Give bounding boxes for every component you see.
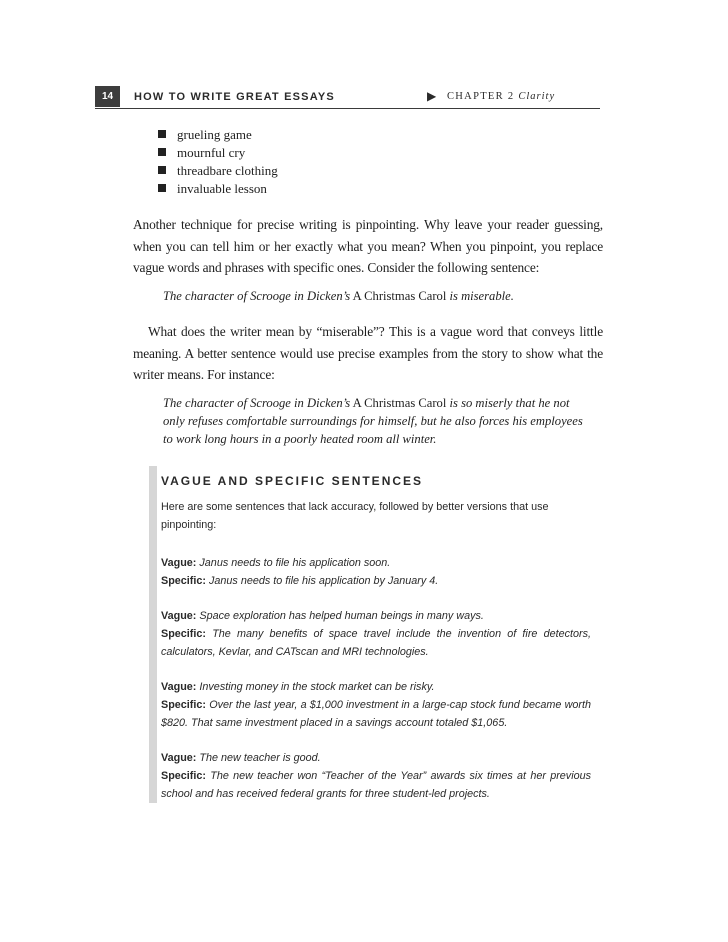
book-title-reference: A Christmas Carol — [352, 396, 447, 410]
sidebar-heading: VAGUE AND SPECIFIC SENTENCES — [161, 474, 424, 488]
quote-text: is so miserly that he not only refuses comfortable surroundings for himself, but he also forces his employees to work long hours in a poorly heated room all winter. — [163, 396, 583, 446]
book-title-reference: A Christmas Carol — [352, 289, 447, 303]
specific-text: Over the last year, a $1,000 investment in a large-cap stock fund became worth $820. That same investment placed in a savings account totaled $1,065. — [161, 699, 592, 729]
bullet-text: mournful cry — [177, 145, 246, 160]
book-title: HOW TO WRITE GREAT ESSAYS — [134, 91, 335, 103]
chapter-heading — [447, 91, 555, 102]
list-item — [158, 126, 278, 144]
example-pair — [161, 554, 591, 590]
body-paragraph-pinpointing: Another technique for precise writing is pinpointing. Why leave your reader guessing, when you can tell him or her exactly what you mean? When you pinpoint, you replace vague words and phrases with specific ones. Consider the following sentence: — [133, 217, 603, 275]
specific-label: Specific: — [161, 699, 207, 711]
running-header — [95, 86, 600, 109]
vague-sentence — [161, 607, 591, 625]
chapter-name: Clarity — [518, 91, 556, 102]
specific-text: Janus needs to file his application by January 4. — [209, 575, 439, 587]
square-bullet-icon — [158, 148, 166, 156]
vague-sentence — [161, 678, 591, 696]
vague-label: Vague: — [161, 752, 197, 764]
bullet-text: grueling game — [177, 127, 252, 142]
list-item — [158, 144, 278, 162]
vague-text: Janus needs to file his application soon. — [199, 557, 391, 569]
quote-text: is miserable. — [449, 289, 514, 303]
example-pair — [161, 607, 591, 661]
vague-sentence — [161, 554, 591, 572]
specific-sentence — [161, 767, 591, 803]
specific-sentence — [161, 572, 591, 590]
specific-label: Specific: — [161, 628, 207, 640]
example-sentence-precise — [163, 394, 583, 448]
specific-label: Specific: — [161, 770, 207, 782]
list-item — [158, 162, 278, 180]
specific-text: The new teacher won “Teacher of the Year” awards six times at her previous school and has received federal grants for three student-led projects. — [161, 770, 591, 800]
square-bullet-icon — [158, 166, 166, 174]
list-item — [158, 180, 278, 198]
specific-text: The many benefits of space travel include the invention of fire detectors, calculators, Kevlar, and CATscan and MRI technologies. — [161, 628, 592, 658]
example-pair — [161, 678, 591, 732]
vague-text: The new teacher is good. — [199, 752, 321, 764]
body-paragraph-miserable: What does the writer mean by “miserable”? This is a vague word that conveys little meaning. A better sentence would use precise examples from the story to show what the writer means. For instance: — [133, 324, 603, 382]
chapter-label: CHAPTER 2 — [447, 91, 515, 102]
arrow-icon: ▶ — [427, 89, 437, 103]
vague-sentence — [161, 749, 591, 767]
vague-label: Vague: — [161, 681, 197, 693]
example-pair — [161, 749, 591, 803]
vague-text: Space exploration has helped human beings in many ways. — [199, 610, 484, 622]
vague-label: Vague: — [161, 610, 197, 622]
quote-text: The character of Scrooge in Dicken’s — [163, 396, 351, 410]
sidebar-intro: Here are some sentences that lack accuracy, followed by better versions that use pinpointing: — [161, 501, 549, 531]
square-bullet-icon — [158, 184, 166, 192]
specific-sentence — [161, 696, 591, 732]
vague-text: Investing money in the stock market can be risky. — [199, 681, 435, 693]
square-bullet-icon — [158, 130, 166, 138]
bullet-text: invaluable lesson — [177, 181, 267, 196]
vague-label: Vague: — [161, 557, 197, 569]
example-bullet-list — [158, 126, 278, 198]
specific-label: Specific: — [161, 575, 207, 587]
page-number: 14 — [95, 86, 120, 107]
example-sentence-vague — [163, 287, 603, 305]
bullet-text: threadbare clothing — [177, 163, 278, 178]
specific-sentence — [161, 625, 591, 661]
quote-text: The character of Scrooge in Dicken’s — [163, 289, 351, 303]
vague-specific-sidebar — [149, 466, 599, 803]
